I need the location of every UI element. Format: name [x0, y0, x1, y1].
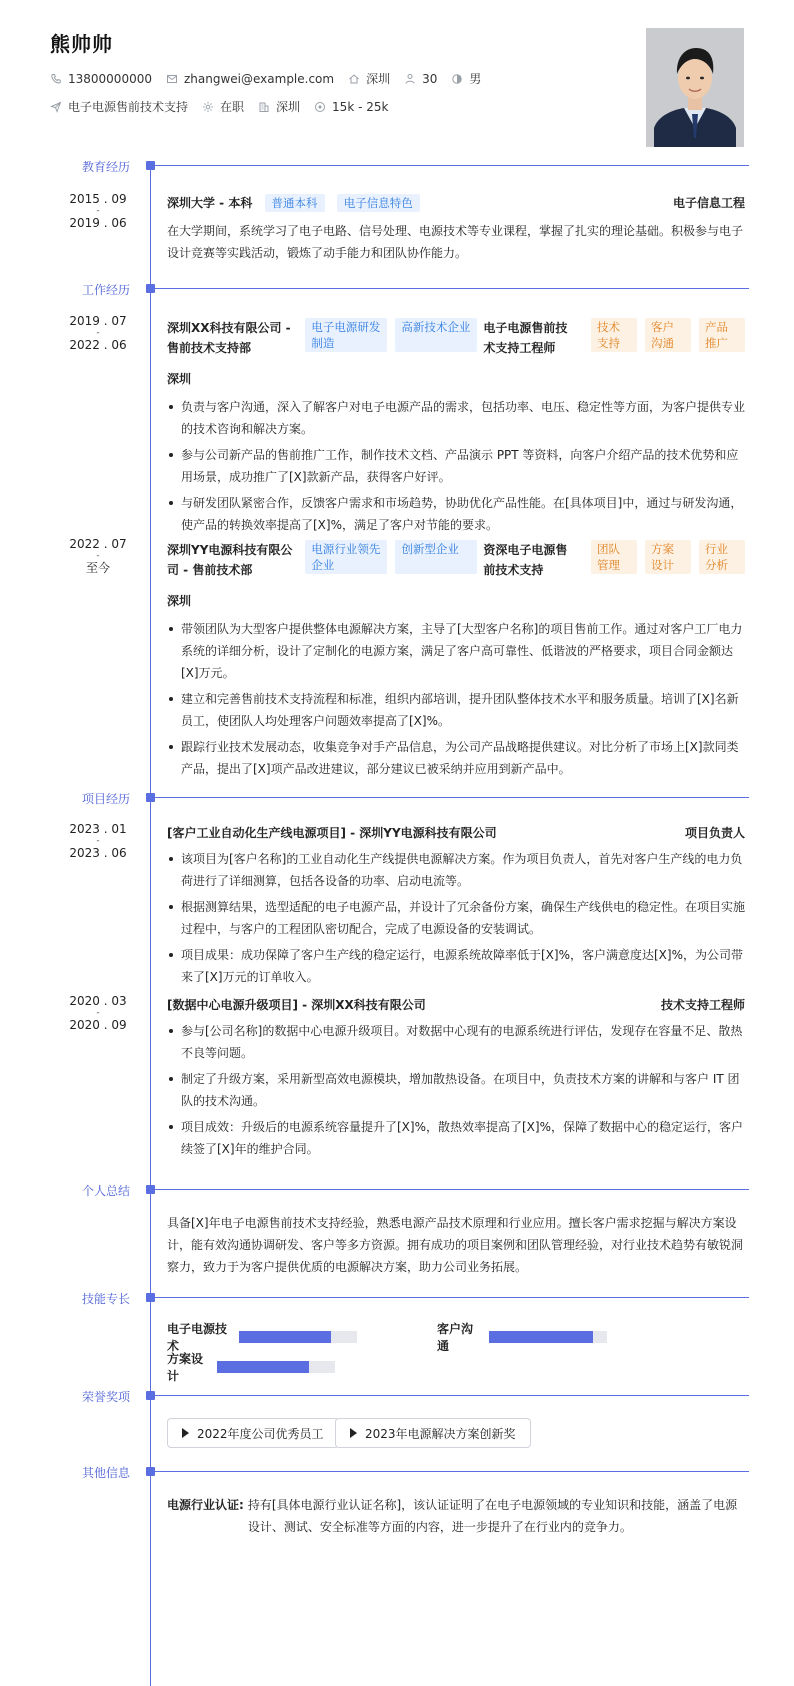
work-skill-tag: 团队管理 [591, 540, 637, 574]
section-title-projects: 项目经历 [81, 792, 130, 806]
target-city-text: 深圳 [276, 100, 301, 114]
email-text: zhangwei@example.com [183, 71, 335, 86]
gender-icon [451, 73, 463, 85]
summary-text: 具备[X]年电子电源售前技术支持经验，熟悉电源产品技术原理和行业应用。擅长客户需求挖掘与解决方案设计，能有效沟通协调研发、客户等多方资源。拥有成功的项目案例和团队管理经验，对行业技术趋势有敏锐洞察力，致力于为客户提供优质的电源解决方案，助力公司业务拓展。 [167, 1216, 744, 1274]
phone-item [50, 72, 152, 86]
section-marker [146, 793, 155, 802]
section-divider [155, 797, 749, 798]
award-label: 2023年电源解决方案创新奖 [365, 1426, 516, 1441]
list-item: 项目成果：成功保障了客户生产线的稳定运行，电源系统故障率低于[X]%，客户满意度达[X]%，为公司带来了[X]万元的订单收入。 [167, 944, 745, 988]
work-head [167, 540, 745, 580]
project-entry [167, 994, 745, 1164]
date-separator: - [96, 836, 100, 846]
list-item: 负责与客户沟通，深入了解客户对电子电源产品的需求，包括功率、电压、稳定性等方面，为客户提供专业的技术咨询和解决方案。 [167, 396, 745, 440]
section-title-education: 教育经历 [81, 160, 130, 174]
education-entry [167, 192, 745, 264]
project-start: 2023 . 01 [69, 822, 127, 836]
project-head [167, 822, 745, 844]
date-separator: - [96, 328, 100, 338]
work-tag: 高新技术企业 [395, 318, 477, 352]
location-text: 深圳 [366, 72, 391, 86]
project-date [58, 820, 138, 862]
skill-item [437, 1320, 607, 1354]
date-separator: - [96, 551, 100, 561]
section-skills [0, 1288, 794, 1308]
status-text: 在职 [220, 100, 245, 114]
project-role: 技术支持工程师 [660, 998, 745, 1012]
skill-name: 电子电源技术 [167, 1322, 228, 1353]
skill-name: 方案设计 [167, 1352, 204, 1383]
list-item: 建立和完善售前技术支持流程和标准，组织内部培训，提升团队整体技术水平和服务质量。培训了[X]名新员工，使团队人均处理客户问题效率提高了[X]%。 [167, 688, 745, 732]
list-item: 根据测算结果，选型适配的电子电源产品，并设计了冗余备份方案，确保生产线供电的稳定性。在项目实施过程中，与客户的工程团队密切配合，完成了电源设备的安装调试。 [167, 896, 745, 940]
award-item [335, 1418, 531, 1448]
project-bullets [167, 1020, 745, 1160]
work-skill-tag: 客户沟通 [645, 318, 691, 352]
project-title: [数据中心电源升级项目] - 深圳XX科技有限公司 [167, 998, 426, 1012]
skill-item [167, 1350, 335, 1384]
candidate-name: 熊帅帅 [50, 32, 113, 56]
education-description: 在大学期间，系统学习了电子电路、信号处理、电源技术等专业课程，掌握了扎实的理论基础。积极参与电子设计竞赛等实践活动，锻炼了动手能力和团队协作能力。 [167, 224, 744, 260]
section-divider [155, 1297, 749, 1298]
skill-item [167, 1320, 357, 1354]
award-label: 2022年度公司优秀员工 [197, 1426, 324, 1441]
work-tag: 创新型企业 [395, 540, 477, 574]
work-company-tags [297, 318, 477, 352]
section-divider [155, 1395, 749, 1396]
work-start: 2019 . 07 [69, 314, 127, 328]
gender-item [451, 70, 481, 87]
gender-text: 男 [469, 72, 482, 86]
skill-bar [239, 1331, 357, 1343]
work-entry [167, 318, 745, 540]
section-divider [155, 288, 749, 289]
salary-item [314, 100, 388, 114]
profile-photo [646, 28, 744, 147]
home-icon [348, 73, 360, 85]
section-title-summary: 个人总结 [81, 1184, 130, 1198]
skill-bar-fill [489, 1331, 593, 1343]
salary-text: 15k - 25k [332, 99, 389, 114]
building-icon [258, 101, 270, 113]
work-tag: 电子电源研发制造 [305, 318, 387, 352]
work-skill-tag: 方案设计 [645, 540, 691, 574]
award-item [167, 1418, 339, 1448]
list-item: 制定了升级方案，采用新型高效电源模块，增加散热设备。在项目中，负责技术方案的讲解和与客户 IT 团队的技术沟通。 [167, 1068, 745, 1112]
contact-row [50, 70, 495, 87]
timeline-axis [150, 168, 151, 1686]
send-icon [50, 101, 62, 113]
section-work [0, 279, 794, 299]
email-item [166, 72, 334, 86]
list-item: 带领团队为大型客户提供整体电源解决方案，主导了[大型客户名称]的项目售前工作。通过对客户工厂电力系统的详细分析，设计了定制化的电源方案，满足了客户高可靠性、低谐波的严格要求，项目合同金额达[X]万元。 [167, 618, 745, 684]
section-summary [0, 1180, 794, 1200]
other-text: 持有[具体电源行业认证名称]，该认证证明了在电子电源领域的专业知识和技能，涵盖了电源设计、测试、安全标准等方面的内容，进一步提升了在行业内的竞争力。 [247, 1498, 738, 1534]
education-tag: 普通本科 [265, 194, 325, 212]
work-role-tags [583, 318, 745, 352]
work-start: 2022 . 07 [69, 537, 127, 551]
section-projects [0, 788, 794, 808]
phone-icon [50, 73, 62, 85]
work-city: 深圳 [167, 594, 192, 608]
location-item [348, 70, 390, 87]
section-awards [0, 1386, 794, 1406]
date-separator: - [96, 1008, 100, 1018]
project-bullets [167, 848, 745, 988]
other-label: 电源行业认证: [167, 1498, 244, 1512]
list-item: 跟踪行业技术发展动态，收集竞争对手产品信息，为公司产品战略提供建议。对比分析了市场上[X]款同类产品，提出了[X]项产品改进建议，部分建议已被采纳并应用到新产品中。 [167, 736, 745, 780]
age-item [404, 72, 437, 86]
skill-name: 客户沟通 [437, 1322, 474, 1353]
skill-bar-fill [217, 1361, 309, 1373]
work-bullets [167, 618, 745, 780]
project-start: 2020 . 03 [69, 994, 127, 1008]
section-divider [155, 1471, 749, 1472]
section-marker [146, 1391, 155, 1400]
project-title: [客户工业自动化生产线电源项目] - 深圳YY电源科技有限公司 [167, 826, 497, 840]
section-title-skills: 技能专长 [81, 1292, 130, 1306]
skill-bar-fill [239, 1331, 331, 1343]
intent-row [50, 98, 402, 115]
list-item: 与研发团队紧密合作，反馈客户需求和市场趋势，协助优化产品性能。在[具体项目]中，通过与研发沟通，使产品的转换效率提高了[X]%，满足了客户对节能的要求。 [167, 492, 745, 536]
section-marker [146, 1293, 155, 1302]
age-text: 30 [422, 71, 438, 86]
work-tag: 电源行业领先企业 [305, 540, 387, 574]
project-end: 2023 . 06 [69, 846, 127, 860]
mail-icon [166, 73, 178, 85]
work-city: 深圳 [167, 372, 192, 386]
work-skill-tag: 行业分析 [699, 540, 745, 574]
section-marker [146, 284, 155, 293]
education-date [58, 190, 138, 232]
work-end: 2022 . 06 [69, 338, 127, 352]
work-company: 深圳YY电源科技有限公司 - 售前技术部 [167, 543, 293, 577]
work-date [58, 535, 138, 577]
coin-icon [314, 101, 326, 113]
education-tag: 电子信息特色 [337, 194, 420, 212]
work-entry [167, 540, 745, 784]
work-end: 至今 [85, 561, 110, 575]
section-title-other: 其他信息 [81, 1466, 130, 1480]
work-company: 深圳XX科技有限公司 - 售前技术支持部 [167, 321, 291, 355]
skill-bar [217, 1361, 335, 1373]
list-item: 项目成效：升级后的电源系统容量提升了[X]%，散热效率提高了[X]%，保障了数据中心的稳定运行，客户续签了[X]年的维护合同。 [167, 1116, 745, 1160]
work-role-tags [583, 540, 745, 574]
project-head [167, 994, 745, 1016]
gear-icon [202, 101, 214, 113]
triangle-icon [350, 1428, 357, 1438]
list-item: 参与公司新产品的售前推广工作，制作技术文档、产品演示 PPT 等资料，向客户介绍产品的技术优势和应用场景，成功推广了[X]款新产品，获得客户好评。 [167, 444, 745, 488]
resume-header [50, 0, 750, 160]
section-divider [155, 165, 749, 166]
work-head [167, 318, 745, 358]
education-school: 深圳大学 - 本科 [167, 196, 253, 210]
education-school-line [167, 192, 420, 214]
section-marker [146, 1467, 155, 1476]
project-entry [167, 822, 745, 992]
section-marker [146, 161, 155, 170]
target-city-item [258, 98, 300, 115]
section-marker [146, 1185, 155, 1194]
status-item [202, 98, 244, 115]
work-date [58, 312, 138, 354]
section-other [0, 1462, 794, 1482]
date-separator: - [96, 206, 100, 216]
list-item: 该项目为[客户名称]的工业自动化生产线提供电源解决方案。作为项目负责人，首先对客户生产线的电力负荷进行了详细测算，包括各设备的功率、启动电流等。 [167, 848, 745, 892]
work-bullets [167, 396, 745, 536]
target-job-text: 电子电源售前技术支持 [68, 100, 189, 114]
project-date [58, 992, 138, 1034]
section-title-awards: 荣誉奖项 [81, 1390, 130, 1404]
education-head [167, 192, 745, 214]
project-end: 2020 . 09 [69, 1018, 127, 1032]
section-education [0, 156, 794, 176]
education-major: 电子信息工程 [672, 196, 745, 210]
skill-bar [489, 1331, 607, 1343]
work-skill-tag: 产品推广 [699, 318, 745, 352]
education-start: 2015 . 09 [69, 192, 127, 206]
section-divider [155, 1189, 749, 1190]
work-role: 资深电子电源售前技术支持 [483, 543, 568, 577]
project-role: 项目负责人 [684, 826, 745, 840]
work-role: 电子电源售前技术支持工程师 [483, 321, 568, 355]
triangle-icon [182, 1428, 189, 1438]
phone-text: 13800000000 [68, 71, 152, 86]
list-item: 参与[公司名称]的数据中心电源升级项目。对数据中心现有的电源系统进行评估，发现存在容量不足、散热不良等问题。 [167, 1020, 745, 1064]
work-company-tags [297, 540, 477, 574]
work-skill-tag: 技术支持 [591, 318, 637, 352]
person-icon [404, 73, 416, 85]
other-entry [167, 1494, 745, 1538]
education-end: 2019 . 06 [69, 216, 127, 230]
section-title-work: 工作经历 [81, 283, 130, 297]
target-job-item [50, 98, 188, 115]
